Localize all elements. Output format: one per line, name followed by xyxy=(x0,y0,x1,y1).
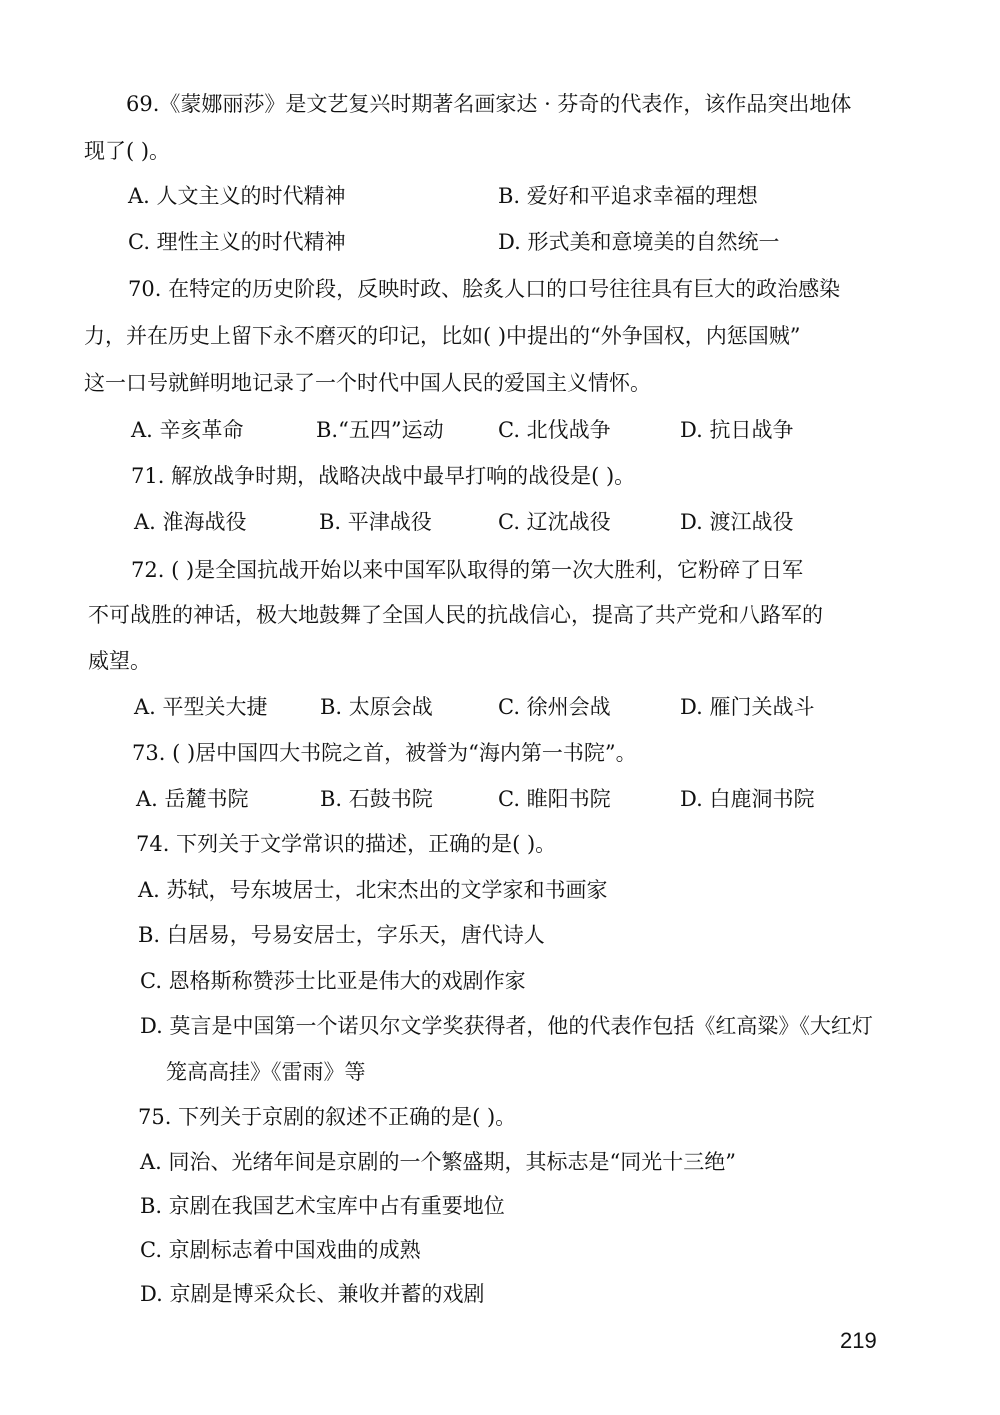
question-70-stem-line-1: 70. 在特定的历史阶段，反映时政、脍炙人口的口号往往具有巨大的政治感染 xyxy=(128,277,841,301)
question-71-option-b: B. 平津战役 xyxy=(319,510,432,534)
question-72-stem-line-1: 72. ( )是全国抗战开始以来中国军队取得的第一次大胜利，它粉碎了日军 xyxy=(131,558,804,582)
question-73-option-a: A. 岳麓书院 xyxy=(136,787,249,811)
question-74-option-b: B. 白居易，号易安居士，字乐天，唐代诗人 xyxy=(138,923,545,947)
question-71-option-d: D. 渡江战役 xyxy=(680,510,794,534)
question-69-option-b: B. 爱好和平追求幸福的理想 xyxy=(498,184,758,208)
question-74-option-d-line-2: 笼高高挂》《雷雨》等 xyxy=(166,1060,366,1084)
question-72-stem-line-3: 威望。 xyxy=(88,649,151,673)
question-71-option-c: C. 辽沈战役 xyxy=(498,510,611,534)
question-74-option-c: C. 恩格斯称赞莎士比亚是伟大的戏剧作家 xyxy=(140,969,526,993)
question-74-option-d: D. 莫言是中国第一个诺贝尔文学奖获得者，他的代表作包括《红高粱》《大红灯 xyxy=(140,1014,873,1038)
question-71-stem-line-1: 71. 解放战争时期，战略决战中最早打响的战役是( )。 xyxy=(131,464,636,488)
question-72-option-a: A. 平型关大捷 xyxy=(134,695,268,719)
question-75-option-b: B. 京剧在我国艺术宝库中占有重要地位 xyxy=(140,1194,505,1218)
question-73-option-b: B. 石鼓书院 xyxy=(320,787,433,811)
question-73-stem-line-1: 73. ( )居中国四大书院之首，被誉为“海内第一书院”。 xyxy=(132,741,637,765)
question-70-option-c: C. 北伐战争 xyxy=(498,418,611,442)
question-72-option-b: B. 太原会战 xyxy=(320,695,433,719)
question-70-option-a: A. 辛亥革命 xyxy=(131,418,244,442)
question-72-option-c: C. 徐州会战 xyxy=(498,695,611,719)
question-72-stem-line-2: 不可战胜的神话，极大地鼓舞了全国人民的抗战信心，提高了共产党和八路军的 xyxy=(88,603,823,627)
question-69-stem-line-1: 69.《蒙娜丽莎》是文艺复兴时期著名画家达 · 芬奇的代表作，该作品突出地体 xyxy=(126,92,852,116)
question-75-stem-line-1: 75. 下列关于京剧的叙述不正确的是( )。 xyxy=(138,1105,517,1129)
page-number: 219 xyxy=(840,1328,877,1353)
question-70-option-b: B.“五四”运动 xyxy=(316,418,444,442)
question-74-stem-line-1: 74. 下列关于文学常识的描述，正确的是( )。 xyxy=(136,832,557,856)
question-74-option-a: A. 苏轼，号东坡居士，北宋杰出的文学家和书画家 xyxy=(138,878,608,902)
question-72-option-d: D. 雁门关战斗 xyxy=(680,695,815,719)
question-69-option-a: A. 人文主义的时代精神 xyxy=(128,184,346,208)
question-70-option-d: D. 抗日战争 xyxy=(680,418,794,442)
question-75-option-a: A. 同治、光绪年间是京剧的一个繁盛期，其标志是“同光十三绝” xyxy=(140,1150,736,1174)
question-75-option-d: D. 京剧是博采众长、兼收并蓄的戏剧 xyxy=(140,1282,485,1306)
question-70-stem-line-2: 力，并在历史上留下永不磨灭的印记，比如( )中提出的“外争国权，内惩国贼” xyxy=(84,324,801,348)
question-69-stem-line-2: 现了( )。 xyxy=(84,139,171,163)
question-73-option-d: D. 白鹿洞书院 xyxy=(680,787,815,811)
question-70-stem-line-3: 这一口号就鲜明地记录了一个时代中国人民的爱国主义情怀。 xyxy=(84,371,651,395)
question-75-option-c: C. 京剧标志着中国戏曲的成熟 xyxy=(140,1238,421,1262)
question-73-option-c: C. 睢阳书院 xyxy=(498,787,611,811)
question-69-option-d: D. 形式美和意境美的自然统一 xyxy=(498,230,780,254)
question-71-option-a: A. 淮海战役 xyxy=(134,510,247,534)
question-69-option-c: C. 理性主义的时代精神 xyxy=(128,230,346,254)
